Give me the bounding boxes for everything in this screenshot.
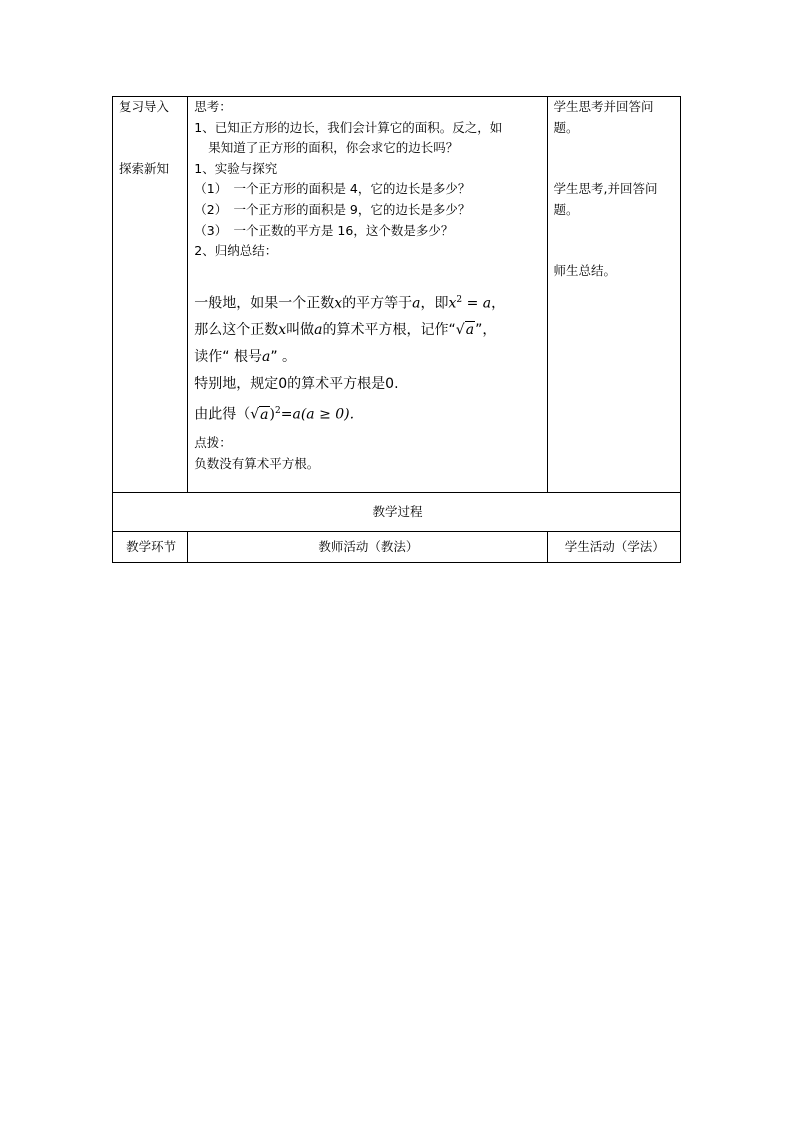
derivation: 由此得（√a)$^2$=a(a ≥ 0). — [194, 406, 355, 424]
stage-cell — [113, 97, 188, 493]
stage-review: 复习导入 — [119, 99, 170, 114]
stage-explore: 探索新知 — [119, 160, 170, 176]
student-activity-2-line-1: 学生思考,并回答问 — [553, 181, 658, 197]
student-cell — [547, 97, 681, 493]
think-label: 思考： — [194, 99, 232, 114]
experiment-item-2: （2） 一个正方形的面积是 9，它的边长是多少？ — [194, 201, 471, 217]
header-teacher-activity: 教师活动（教法） — [188, 532, 547, 563]
student-activity-3: 师生总结。 — [553, 263, 617, 279]
content-row — [113, 97, 681, 493]
process-row — [113, 493, 681, 532]
teacher-cell — [188, 97, 547, 493]
student-activity-2-line-2: 题。 — [553, 201, 579, 217]
definition-line-2: 那么这个正数x叫做a的算术平方根，记作“√a”， — [194, 322, 497, 339]
hint-text: 负数没有算术平方根。 — [194, 455, 320, 471]
hint-label: 点拨： — [194, 435, 232, 451]
definition-line-3: 读作“ 根号a” 。 — [194, 349, 297, 366]
student-activity-1-line-1: 学生思考并回答问 — [553, 99, 654, 114]
process-title: 教学过程 — [113, 493, 681, 532]
experiment-title: 1、实验与探究 — [194, 160, 278, 176]
definition-line-1: 一般地，如果一个正数x的平方等于a，即$x^2 = a$， — [194, 294, 506, 312]
special-rule: 特别地，规定0的算术平方根是0. — [194, 376, 399, 393]
question-1-line-2: 果知道了正方形的面积，你会求它的边长吗？ — [208, 140, 459, 156]
header-row — [113, 532, 681, 563]
experiment-item-3: （3） 一个正数的平方是 16，这个数是多少？ — [194, 222, 454, 238]
student-activity-1-line-2: 题。 — [553, 119, 579, 135]
lesson-plan-table — [112, 96, 681, 563]
header-stage: 教学环节 — [113, 532, 188, 563]
summary-title: 2、归纳总结： — [194, 243, 278, 259]
experiment-item-1: （1） 一个正方形的面积是 4，它的边长是多少？ — [194, 181, 471, 197]
sqrt-a-symbol: √a — [455, 322, 475, 339]
question-1-line-1: 1、已知正方形的边长，我们会计算它的面积。反之，如 — [194, 119, 503, 135]
header-student-activity: 学生活动（学法） — [547, 532, 681, 563]
